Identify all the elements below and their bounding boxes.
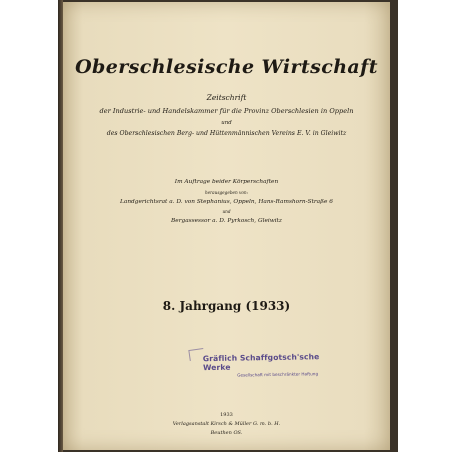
imprint-place: Beuthen OS. [210,430,243,436]
stamp-line-2: Gesellschaft mit beschränkter Haftung [237,371,319,378]
conjunction-1: und [221,120,232,126]
page-title: Oberschlesische Wirtschaft [75,56,378,78]
imprint-year: 1933 [220,412,233,418]
volume-label: 8. Jahrgang (1933) [162,299,291,313]
stamp-line-1: Gräflich Schaffgotsch'sche Werke [202,352,320,373]
editor-2: Bergassessor a. D. Pyrkosch, Gleiwitz [171,218,282,224]
conjunction-2: und [222,209,231,214]
commission-line: Im Auftrage beider Körperschaften [174,179,279,185]
imprint-publisher: Verlagsanstalt Kirsch & Müller G. m. b. H. [172,421,281,427]
subtitle: Zeitschrift [206,93,247,102]
publisher-line-1: der Industrie- und Handelskammer für die Provinz Oberschlesien in Oppeln [99,107,354,115]
ownership-stamp [203,352,339,378]
editor-1: Landgerichtsrat a. D. von Stephanius, Oppeln, Hans-Ramshorn-Straße 6 [120,199,333,205]
publisher-line-2: des Oberschlesischen Berg- und Hüttenmännischen Vereins E. V. in Gleiwitz [106,130,347,137]
title-page [63,2,390,450]
edited-by-line: herausgegeben von: [204,190,249,195]
